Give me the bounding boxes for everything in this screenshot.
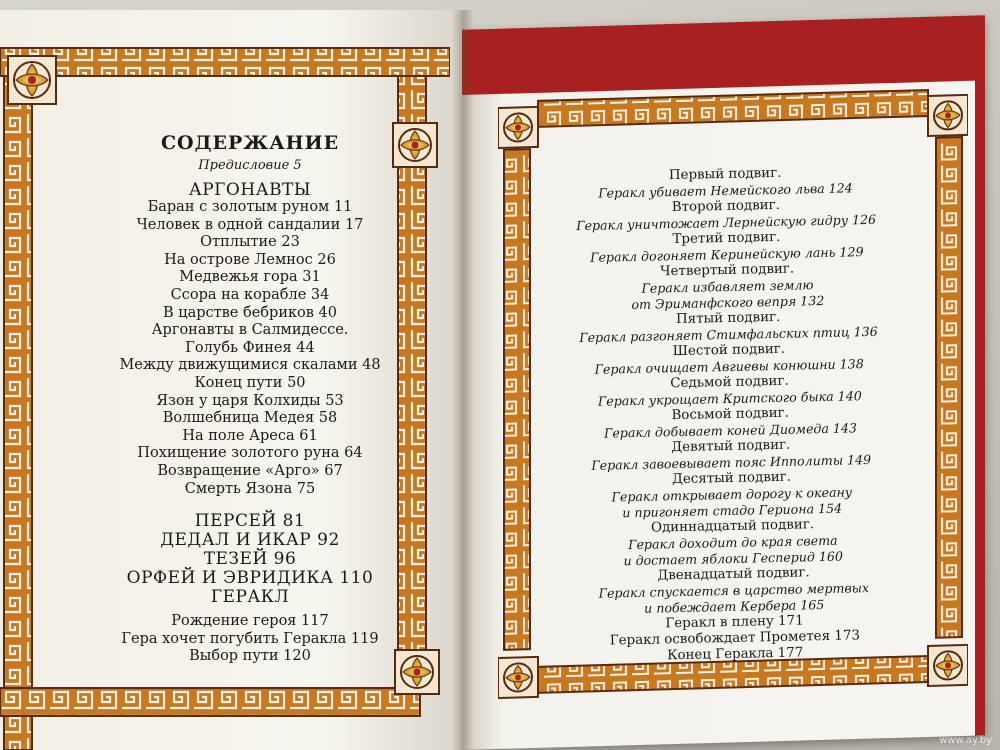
toc-subtitle-line: и побеждает Кербера 165	[643, 597, 825, 616]
toc-section: ГЕРАКЛ	[210, 587, 290, 608]
toc-heading-line: Второй подвиг.	[671, 197, 781, 216]
toc-item: Смерть Язона 75	[184, 480, 316, 497]
toc-subtitle-line: Геракл очищает Авгиевы конюшни 138	[594, 356, 864, 377]
toc-preface: Предисловие 5	[198, 158, 302, 173]
left-table-of-contents	[80, 132, 420, 666]
toc-subtitle-line: и достает яблоки Гесперид 160	[623, 548, 844, 569]
toc-subtitle-line: Геракл добывает коней Диомеда 143	[603, 420, 858, 441]
toc-item: Язон у царя Колхиды 53	[156, 392, 344, 409]
toc-subtitle-line: и пригоняет стадо Гериона 154	[622, 500, 843, 521]
right-table-of-contents	[540, 163, 920, 667]
toc-heading-line: Геракл освобождает Прометея 173	[609, 628, 861, 649]
toc-item: Выбор пути 120	[189, 648, 311, 665]
toc-item: Аргонавты в Салмидессе.	[151, 322, 349, 339]
toc-item: В царстве бебриков 40	[162, 304, 337, 321]
toc-subtitle-line: Геракл спускается в царство мертвых	[598, 580, 870, 601]
watermark: www.ay.by	[939, 735, 992, 746]
toc-item: Баран с золотым руном 11	[147, 199, 353, 215]
toc-subtitle-line: Геракл убивает Немейского льва 124	[598, 180, 853, 201]
toc-item: Конец пути 50	[194, 374, 306, 391]
toc-heading-line: Шестой подвиг.	[672, 341, 786, 360]
toc-item: Возвращение «Арго» 67	[157, 462, 343, 479]
toc-heading-line: Пятый подвиг.	[675, 309, 781, 328]
toc-subtitle-line: Геракл разгоняет Стимфальских птиц 136	[579, 323, 878, 346]
toc-section: ТЕЗЕЙ 96	[203, 549, 297, 570]
toc-heading-line: Первый подвиг.	[668, 165, 782, 184]
toc-heading-line: Седьмой подвиг.	[670, 373, 789, 392]
toc-item: Человек в одной сандалии 17	[136, 216, 364, 233]
toc-item: Гера хочет погубить Геракла 119	[121, 630, 379, 647]
rosette-icon	[8, 56, 56, 104]
toc-subtitle-line: от Эриманфского вепря 132	[631, 292, 825, 312]
toc-heading-line: Одиннадцатый подвиг.	[650, 517, 815, 536]
toc-item: Медвежья гора 31	[179, 269, 321, 286]
toc-title: СОДЕРЖАНИЕ	[160, 132, 340, 154]
toc-heading-line: Девятый подвиг.	[671, 437, 791, 456]
toc-heading-line: Восьмой подвиг.	[671, 405, 789, 424]
toc-heading-line: Третий подвиг.	[672, 229, 781, 248]
toc-item: Похищение золотого руна 64	[137, 445, 363, 462]
toc-item: На поле Ареса 61	[182, 427, 318, 444]
toc-item: На острове Лемнос 26	[164, 251, 336, 268]
rosette-icon	[928, 645, 968, 686]
toc-subtitle-line: Геракл уничтожает Лернейскую гидру 126	[576, 211, 877, 234]
toc-subtitle-line: Геракл догоняет Керинейскую лань 129	[590, 244, 864, 265]
toc-subtitle-line: Геракл завоевывает пояс Ипполиты 149	[591, 452, 872, 473]
rosette-icon	[928, 95, 968, 136]
toc-subtitle-line: Геракл открывает дорогу к океану	[611, 484, 853, 505]
toc-section-argonauts: АРГОНАВТЫ	[188, 180, 312, 200]
toc-subtitle-line: Геракл доходит до края света	[627, 532, 838, 553]
toc-heading-line: Геракл в плену 171	[665, 613, 804, 632]
toc-heading-line: Двенадцатый подвиг.	[657, 565, 810, 584]
toc-item: Отплытие 23	[200, 234, 300, 251]
book-gutter	[452, 10, 474, 750]
toc-item: Голубь Финея 44	[185, 339, 315, 356]
toc-item: Рождение героя 117	[171, 613, 329, 630]
toc-heading-line: Десятый подвиг.	[671, 469, 792, 488]
toc-subtitle-line: Геракл укрощает Критского быка 140	[597, 388, 862, 409]
rosette-icon	[498, 107, 538, 148]
toc-section: ПЕРСЕЙ 81	[194, 511, 306, 532]
rosette-icon	[498, 657, 538, 698]
toc-heading-line: Четвертый подвиг.	[660, 261, 795, 280]
toc-item: Между движущимися скалами 48	[119, 357, 381, 374]
toc-subtitle-line: Геракл избавляет землю	[641, 277, 814, 296]
toc-section: ДЕДАЛ И ИКАР 92	[160, 530, 340, 551]
toc-heading-line: Конец Геракла 177	[666, 645, 804, 664]
toc-item: Волшебница Медея 58	[162, 410, 338, 427]
toc-section: ОРФЕЙ И ЭВРИДИКА 110	[126, 568, 374, 589]
toc-item: Ссора на корабле 34	[170, 286, 330, 303]
